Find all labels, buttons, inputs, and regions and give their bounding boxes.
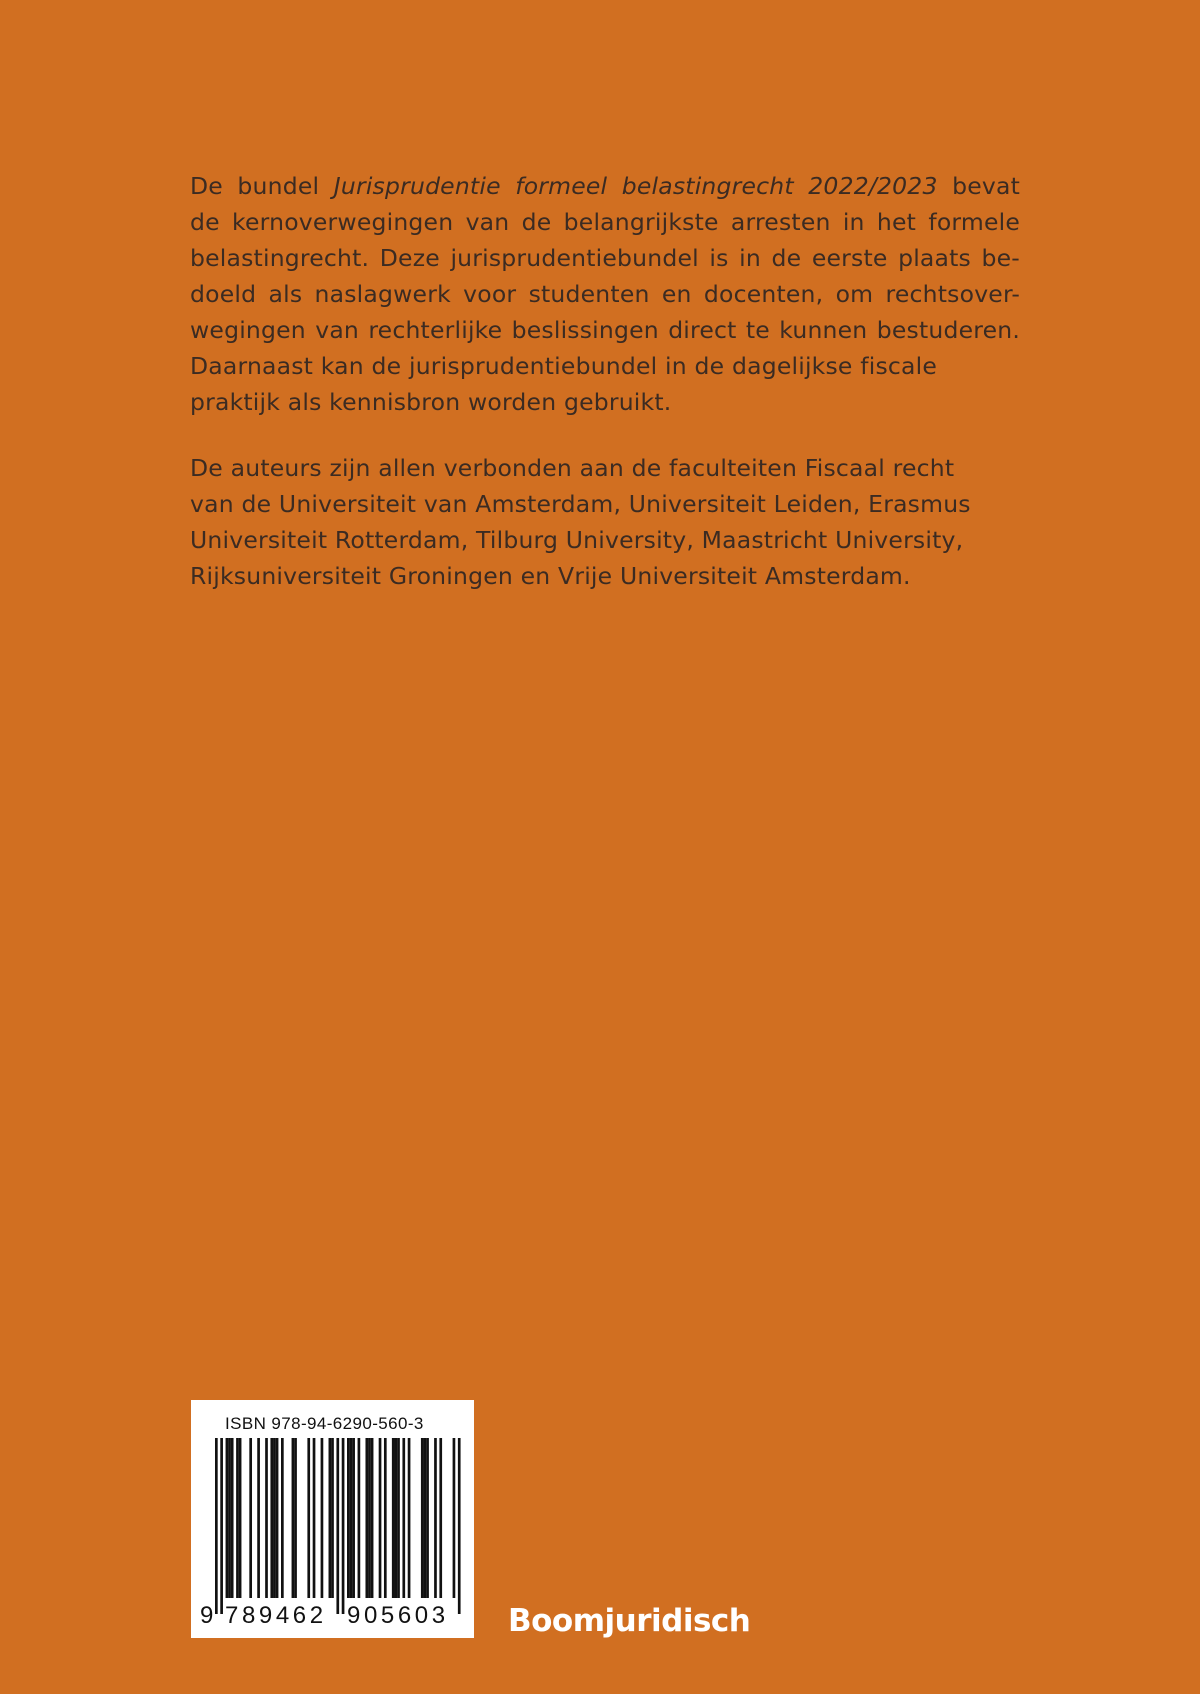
barcode-bar bbox=[276, 1438, 279, 1598]
barcode-bar bbox=[397, 1438, 400, 1598]
authors-line-2: van de Universiteit van Amsterdam, Universiteit Leiden, Erasmus bbox=[190, 490, 971, 518]
barcode-guard-bar bbox=[336, 1438, 339, 1614]
barcode-digit-first: 9 bbox=[200, 1602, 217, 1629]
description-line-3: belastingrecht. Deze jurisprudentiebundel is in de eerste plaats be- bbox=[190, 244, 1020, 272]
description-line-7: praktijk als kennisbron worden gebruikt. bbox=[190, 388, 672, 416]
barcode-bar bbox=[350, 1438, 353, 1598]
barcode-bar bbox=[228, 1438, 231, 1598]
authors-line-3: Universiteit Rotterdam, Tilburg University, Maastricht University, bbox=[190, 526, 964, 554]
authors-line-1: De auteurs zijn allen verbonden aan de faculteiten Fiscaal recht bbox=[190, 454, 955, 482]
barcode-bar bbox=[371, 1438, 374, 1598]
barcode-icon bbox=[205, 1438, 461, 1614]
barcode-digits-right: 905603 bbox=[347, 1602, 449, 1629]
book-title-italic: Jurisprudentie formeel belastingrecht 2022/2023 bbox=[333, 172, 938, 200]
barcode-bar bbox=[424, 1438, 427, 1598]
authors-line-4: Rijksuniversiteit Groningen en Vrije Universiteit Amsterdam. bbox=[190, 562, 911, 590]
barcode-bar bbox=[395, 1438, 398, 1598]
barcode-bar bbox=[358, 1438, 361, 1598]
barcode-bar bbox=[421, 1438, 424, 1598]
barcode-bar bbox=[265, 1438, 268, 1598]
barcode-bar bbox=[313, 1438, 316, 1598]
barcode-digits-left: 789462 bbox=[225, 1602, 327, 1629]
barcode-guard-bar bbox=[458, 1438, 461, 1614]
barcode-bar bbox=[329, 1438, 332, 1598]
barcode-bar bbox=[408, 1438, 411, 1598]
barcode-bar bbox=[231, 1438, 234, 1598]
barcode-bar bbox=[294, 1438, 297, 1598]
barcode-bar bbox=[379, 1438, 382, 1598]
description-line-1 bbox=[190, 168, 1020, 204]
barcode-bar bbox=[249, 1438, 252, 1598]
barcode-bar bbox=[384, 1438, 387, 1598]
barcode-bar bbox=[347, 1438, 350, 1598]
description-line-5: wegingen van rechterlijke beslissingen direct te kunnen bestuderen. bbox=[190, 316, 1020, 344]
barcode-bar bbox=[368, 1438, 371, 1598]
barcode-bar bbox=[239, 1438, 242, 1598]
publisher-logo: Boomjuridisch bbox=[508, 1603, 751, 1639]
isbn-number: ISBN 978-94-6290-560-3 bbox=[225, 1414, 424, 1433]
barcode-label bbox=[191, 1400, 474, 1638]
barcode-bar bbox=[352, 1438, 355, 1598]
barcode-guard-bar bbox=[342, 1438, 345, 1614]
description-line-1-prefix: De bundel bbox=[190, 172, 334, 200]
barcode-bar bbox=[331, 1438, 334, 1598]
description-line-2: de kernoverwegingen van de belangrijkste arresten in het formele bbox=[190, 208, 1020, 236]
barcode-bar bbox=[307, 1438, 310, 1598]
description-line-1-suffix: bevat bbox=[937, 172, 1020, 200]
barcode-bar bbox=[365, 1438, 368, 1598]
barcode-bar bbox=[270, 1438, 273, 1598]
barcode-bar bbox=[402, 1438, 405, 1598]
description-paragraph bbox=[190, 168, 1020, 420]
barcode-bar bbox=[226, 1438, 229, 1598]
barcode-bar bbox=[281, 1438, 284, 1598]
barcode-bar bbox=[426, 1438, 429, 1598]
barcode-guard-bar bbox=[215, 1438, 218, 1614]
barcode-bar bbox=[292, 1438, 295, 1598]
barcode-bar bbox=[273, 1438, 276, 1598]
authors-paragraph bbox=[190, 450, 1020, 594]
barcode-bar bbox=[257, 1438, 260, 1598]
barcode-guard-bar bbox=[220, 1438, 223, 1614]
barcode-bar bbox=[434, 1438, 437, 1598]
barcode-bar bbox=[236, 1438, 239, 1598]
barcode-bar bbox=[453, 1438, 456, 1598]
description-line-6: Daarnaast kan de jurisprudentiebundel in de dagelijkse fiscale bbox=[190, 352, 938, 380]
barcode-bar bbox=[321, 1438, 324, 1598]
barcode-bar bbox=[392, 1438, 395, 1598]
barcode-bar bbox=[439, 1438, 442, 1598]
description-line-4: doeld als naslagwerk voor studenten en docenten, om rechtsover- bbox=[190, 280, 1020, 308]
